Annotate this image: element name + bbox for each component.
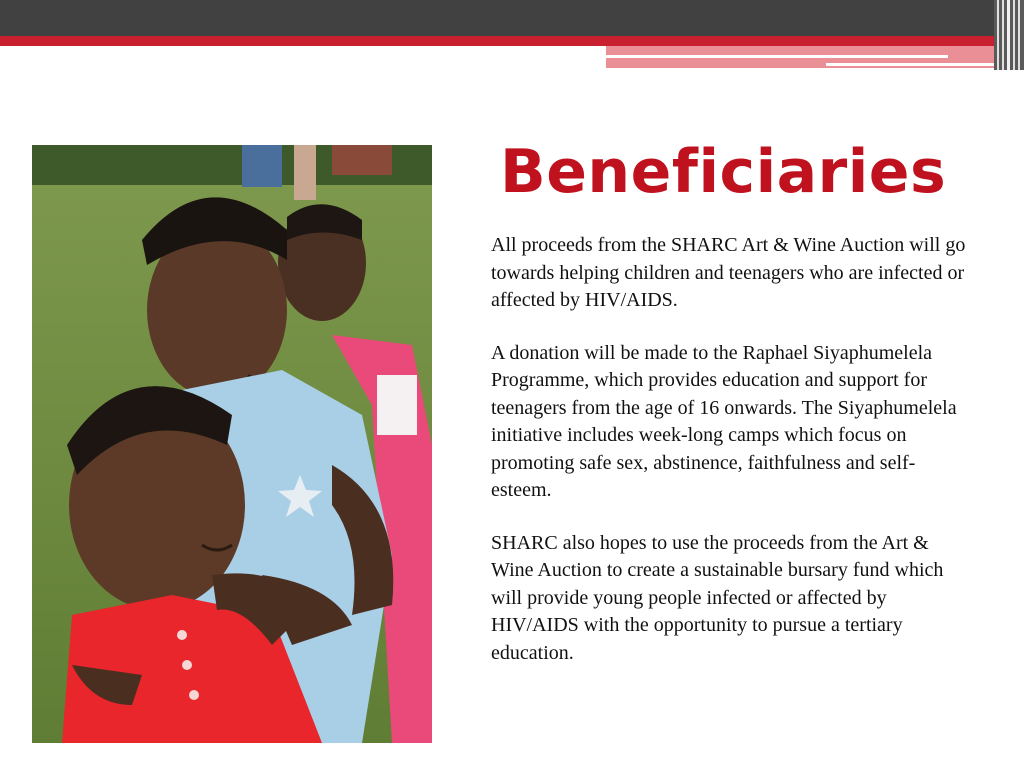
paragraph-bursary: SHARC also hopes to use the proceeds from the Art & Wine Auction to create a sustainable bursary fund which will provide young people infected or affected by HIV/AIDS with the opportunity to pursue a tertiary education.: [491, 531, 944, 664]
slide-body: [491, 232, 967, 692]
paragraph-donation: A donation will be made to the Raphael Siyaphumelela Programme, which provides education and support for teenagers from the age of 16 onwards. The Siyaphumelela initiative includes week-long camps which focus on promoting safe sex, abstinence, faithfulness and self-esteem.: [491, 341, 957, 501]
header-red-band: [0, 36, 1000, 46]
header-accent-line: [606, 55, 948, 58]
paragraph-proceeds: All proceeds from the SHARC Art & Wine Auction will go towards helping children and teenagers who are infected or affected by HIV/AIDS.: [491, 234, 966, 311]
slide-title: Beneficiaries: [500, 137, 947, 207]
header-accent-line-short: [826, 63, 1006, 66]
children-photo: [32, 145, 432, 743]
header-bar: [0, 0, 1024, 36]
header-stripes: [994, 0, 1024, 70]
